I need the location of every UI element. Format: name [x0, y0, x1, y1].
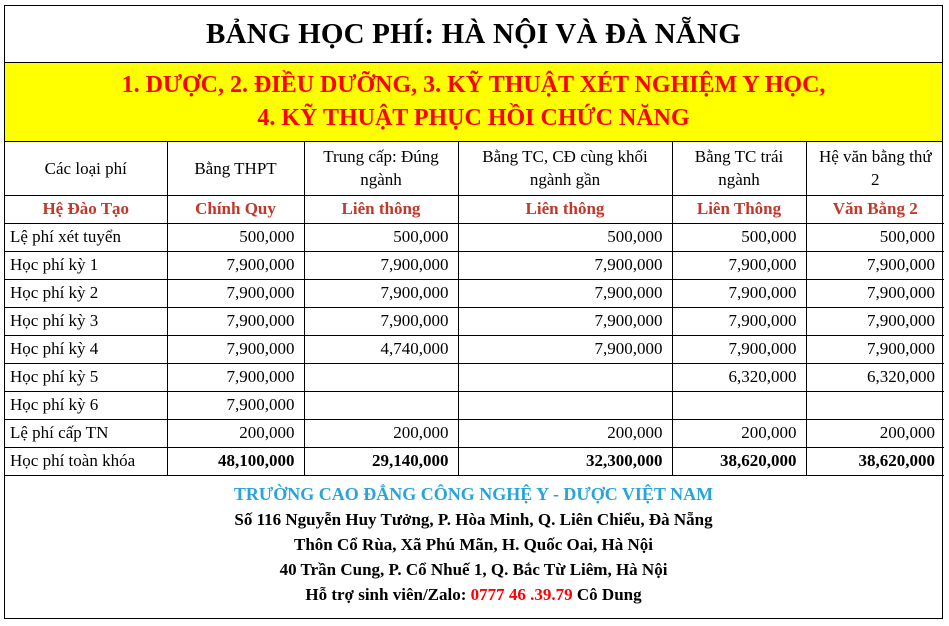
page-title: BẢNG HỌC PHÍ: HÀ NỘI VÀ ĐÀ NẴNG [5, 6, 942, 63]
fee-amount-cell: 29,140,000 [304, 447, 458, 475]
fee-amount-cell [672, 391, 806, 419]
school-name: TRƯỜNG CAO ĐẲNG CÔNG NGHỆ Y - DƯỢC VIỆT NAM [233, 483, 714, 504]
fee-amount-cell: 6,320,000 [672, 363, 806, 391]
program-banner-line-1: 1. DƯỢC, 2. ĐIỀU DƯỠNG, 3. KỸ THUẬT XÉT NGHIỆM Y HỌC, [121, 72, 826, 98]
fee-amount-cell: 7,900,000 [458, 279, 672, 307]
fee-amount-cell: 6,320,000 [806, 363, 944, 391]
fee-label-cell: Học phí kỳ 6 [5, 391, 167, 419]
header-cell: Bằng TC, CĐ cùng khối ngành gần [458, 142, 672, 195]
fee-amount-cell: 500,000 [672, 223, 806, 251]
program-banner-line-2: 4. KỸ THUẬT PHỤC HỒI CHỨC NĂNG [257, 105, 690, 131]
training-system-row [5, 195, 944, 223]
fee-amount-cell: 500,000 [167, 223, 304, 251]
fee-amount-cell: 38,620,000 [672, 447, 806, 475]
fee-amount-cell: 200,000 [167, 419, 304, 447]
fee-amount-cell: 7,900,000 [806, 279, 944, 307]
fee-amount-cell [304, 391, 458, 419]
fee-amount-cell: 38,620,000 [806, 447, 944, 475]
fee-amount-cell: 7,900,000 [458, 307, 672, 335]
header-cell: Trung cấp: Đúng ngành [304, 142, 458, 195]
header-row [5, 142, 944, 195]
system-cell: Liên thông [458, 195, 672, 223]
fee-amount-cell: 7,900,000 [167, 251, 304, 279]
header-cell: Hệ văn bằng thứ 2 [806, 142, 944, 195]
system-cell: Liên thông [304, 195, 458, 223]
table-row [5, 279, 944, 307]
fee-amount-cell: 7,900,000 [304, 251, 458, 279]
table-row [5, 307, 944, 335]
table-row [5, 419, 944, 447]
fee-amount-cell: 7,900,000 [806, 335, 944, 363]
fee-label-cell: Học phí kỳ 5 [5, 363, 167, 391]
program-banner [5, 63, 942, 142]
address-quoc-oai: Thôn Cổ Rùa, Xã Phú Mãn, H. Quốc Oai, Hà Nội [294, 534, 653, 554]
table-row [5, 363, 944, 391]
fee-amount-cell [806, 391, 944, 419]
fee-label-cell: Học phí kỳ 1 [5, 251, 167, 279]
fee-label-cell: Lệ phí xét tuyển [5, 223, 167, 251]
fee-amount-cell: 7,900,000 [167, 307, 304, 335]
address-da-nang: Số 116 Nguyễn Huy Tưởng, P. Hòa Minh, Q. Liên Chiểu, Đà Nẵng [234, 509, 713, 529]
address-bac-tu-liem: 40 Trần Cung, P. Cổ Nhuế 1, Q. Bắc Từ Liêm, Hà Nội [279, 559, 668, 579]
header-cell: Các loại phí [5, 142, 167, 195]
fee-amount-cell: 7,900,000 [167, 391, 304, 419]
fee-label-cell: Học phí kỳ 2 [5, 279, 167, 307]
fee-amount-cell: 7,900,000 [304, 279, 458, 307]
table-row [5, 223, 944, 251]
fee-amount-cell: 200,000 [806, 419, 944, 447]
fee-amount-cell: 200,000 [672, 419, 806, 447]
fee-amount-cell: 4,740,000 [304, 335, 458, 363]
fee-amount-cell: 7,900,000 [672, 279, 806, 307]
fee-amount-cell: 32,300,000 [458, 447, 672, 475]
fee-label-cell: Học phí kỳ 3 [5, 307, 167, 335]
header-cell: Bằng TC trái ngành [672, 142, 806, 195]
system-cell: Chính Quy [167, 195, 304, 223]
system-cell: Văn Bằng 2 [806, 195, 944, 223]
support-contact-name: Cô Dung [576, 584, 642, 604]
fee-amount-cell: 7,900,000 [672, 335, 806, 363]
fee-amount-cell [458, 391, 672, 419]
support-label: Hỗ trợ sinh viên/Zalo: [305, 584, 467, 604]
fee-amount-cell: 7,900,000 [304, 307, 458, 335]
tuition-table [5, 142, 944, 476]
fee-amount-cell: 200,000 [304, 419, 458, 447]
total-row [5, 447, 944, 475]
fee-label-cell: Lệ phí cấp TN [5, 419, 167, 447]
support-phone[interactable]: 0777 46 .39.79 [470, 584, 573, 604]
fee-amount-cell: 7,900,000 [458, 335, 672, 363]
fee-amount-cell: 7,900,000 [806, 307, 944, 335]
fee-amount-cell [304, 363, 458, 391]
table-row [5, 251, 944, 279]
fee-label-cell: Học phí toàn khóa [5, 447, 167, 475]
system-cell: Liên Thông [672, 195, 806, 223]
fee-amount-cell: 500,000 [806, 223, 944, 251]
fee-amount-cell: 500,000 [458, 223, 672, 251]
fee-amount-cell: 7,900,000 [672, 251, 806, 279]
support-line [5, 582, 942, 607]
system-cell: Hệ Đào Tạo [5, 195, 167, 223]
fee-amount-cell: 500,000 [304, 223, 458, 251]
tuition-sheet [4, 5, 943, 619]
fee-amount-cell: 200,000 [458, 419, 672, 447]
fee-amount-cell: 7,900,000 [167, 335, 304, 363]
fee-amount-cell: 7,900,000 [167, 363, 304, 391]
fee-amount-cell: 7,900,000 [458, 251, 672, 279]
footer [5, 476, 942, 607]
fee-amount-cell: 7,900,000 [672, 307, 806, 335]
fee-amount-cell [458, 363, 672, 391]
fee-amount-cell: 7,900,000 [806, 251, 944, 279]
table-row [5, 335, 944, 363]
fee-amount-cell: 48,100,000 [167, 447, 304, 475]
fee-label-cell: Học phí kỳ 4 [5, 335, 167, 363]
header-cell: Bằng THPT [167, 142, 304, 195]
table-row [5, 391, 944, 419]
fee-amount-cell: 7,900,000 [167, 279, 304, 307]
